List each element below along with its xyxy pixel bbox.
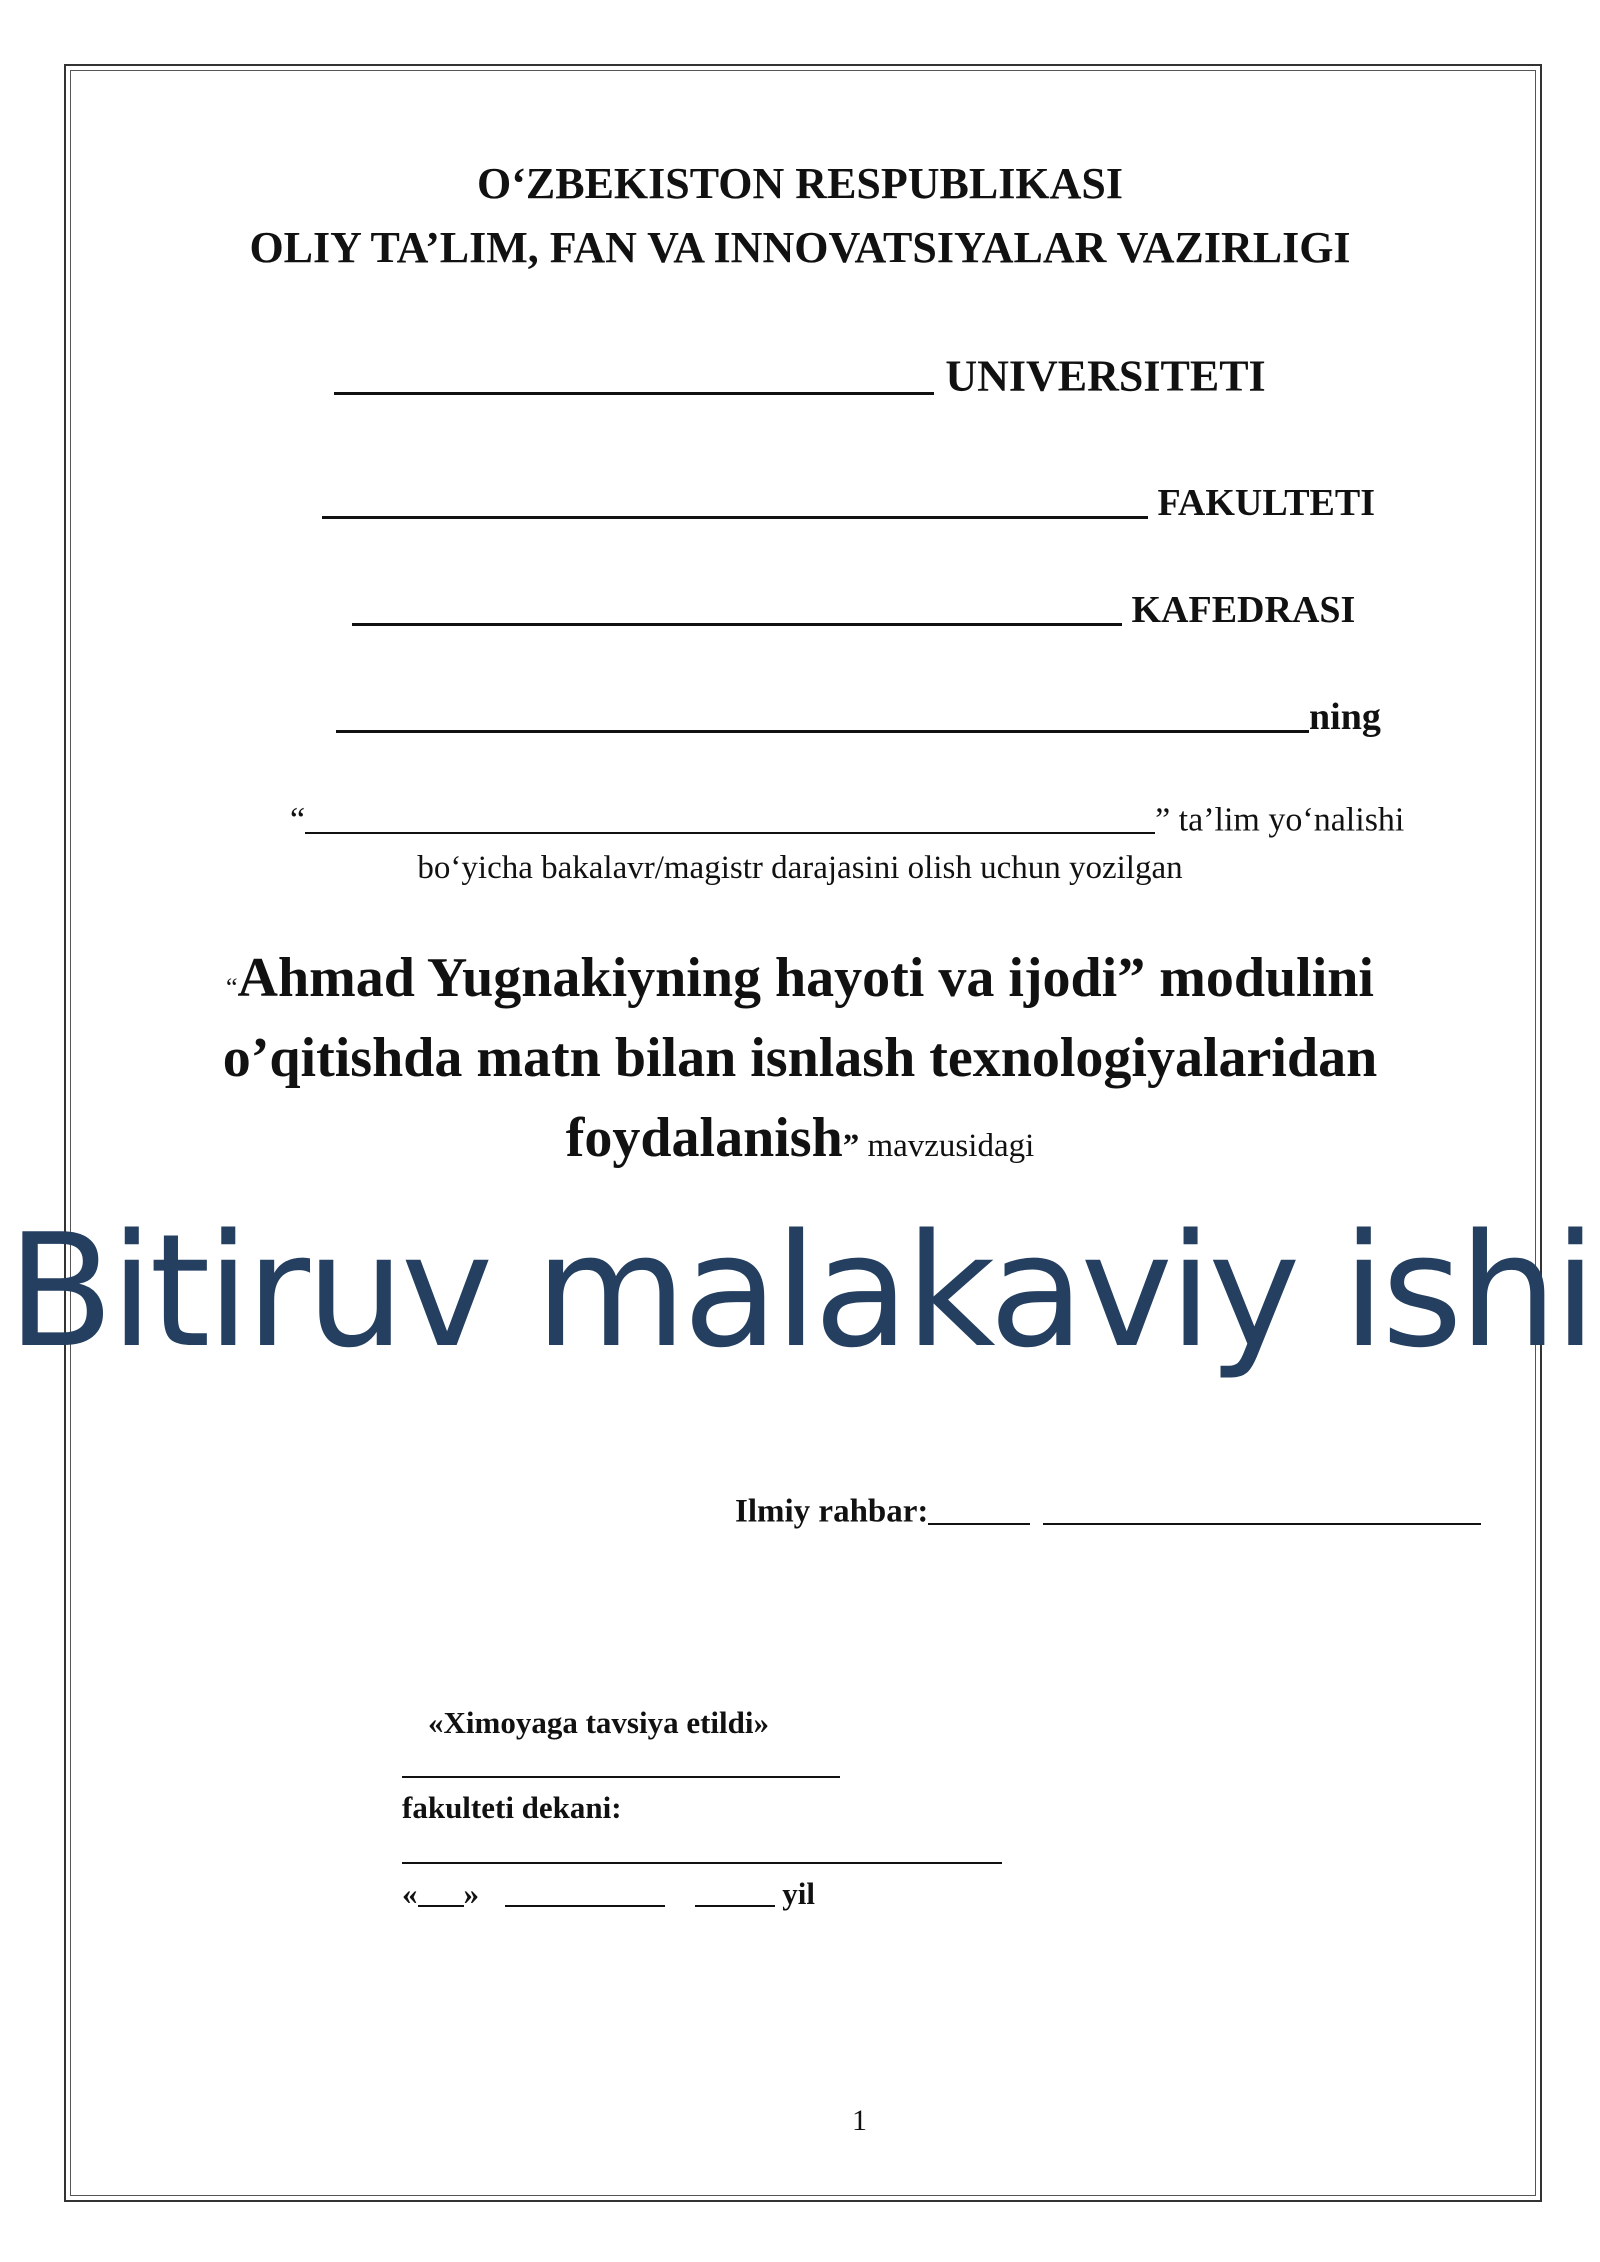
- program-line: [290, 798, 1404, 840]
- supervisor-label: Ilmiy rahbar:: [735, 1493, 929, 1530]
- student-line: [336, 692, 1381, 739]
- dean-name-blank[interactable]: [402, 1838, 1002, 1864]
- date-close: »: [463, 1875, 479, 1911]
- date-line: [402, 1874, 815, 1912]
- document-type-title: Bitiruv malakaviy ishi: [7, 1200, 1593, 1382]
- topic-open-quote: “: [225, 973, 238, 1002]
- faculty-blank[interactable]: [322, 478, 1148, 519]
- program-degree-line: bo‘yicha bakalavr/magistr darajasini olish uchun yozilgan: [417, 850, 1183, 886]
- year-label: yil: [782, 1875, 815, 1911]
- approval-recommended: «Ximoyaga tavsiya etildi»: [428, 1705, 769, 1740]
- dean-name-line: [402, 1838, 1002, 1867]
- date-open: «: [402, 1875, 418, 1911]
- topic-line-1: [0, 946, 1600, 1010]
- page-number: 1: [852, 2104, 867, 2137]
- topic-close-quote: ”: [842, 1128, 860, 1164]
- dean-label: fakulteti dekani:: [402, 1790, 622, 1825]
- program-blank[interactable]: [305, 798, 1155, 834]
- student-suffix: ning: [1309, 696, 1381, 739]
- program-open-quote: “: [290, 801, 306, 839]
- topic-text-1: Ahmad Yugnakiyning hayoti va ijodi” modulini: [237, 947, 1374, 1009]
- department-suffix: KAFEDRASI: [1131, 589, 1356, 632]
- student-blank[interactable]: [336, 692, 1309, 733]
- university-suffix: UNIVERSITETI: [945, 351, 1266, 401]
- dean-faculty-line: [402, 1752, 840, 1781]
- day-blank[interactable]: [418, 1874, 464, 1907]
- program-suffix: ” ta’lim yo‘nalishi: [1155, 801, 1405, 839]
- header-ministry: OLIY TA’LIM, FAN VA INNOVATSIYALAR VAZIRLIGI: [249, 223, 1351, 272]
- topic-line-2: o’qitishda matn bilan isnlash texnologiyalaridan: [222, 1027, 1378, 1089]
- month-blank[interactable]: [505, 1874, 665, 1907]
- university-blank[interactable]: [334, 348, 934, 395]
- supervisor-degree-blank[interactable]: [928, 1490, 1030, 1525]
- faculty-line: [322, 478, 1375, 525]
- supervisor-line: [735, 1490, 1481, 1531]
- header-country: O‘ZBEKISTON RESPUBLIKASI: [477, 159, 1123, 208]
- dean-faculty-blank[interactable]: [402, 1752, 840, 1778]
- faculty-suffix: FAKULTETI: [1157, 482, 1376, 525]
- topic-line-3: [0, 1106, 1600, 1170]
- supervisor-name-blank[interactable]: [1043, 1490, 1481, 1525]
- topic-text-3: foydalanish: [565, 1107, 843, 1169]
- department-blank[interactable]: [352, 585, 1122, 626]
- department-line: [352, 585, 1355, 632]
- university-line: [0, 348, 1600, 402]
- topic-suffix: mavzusidagi: [859, 1128, 1035, 1164]
- year-blank[interactable]: [695, 1874, 775, 1907]
